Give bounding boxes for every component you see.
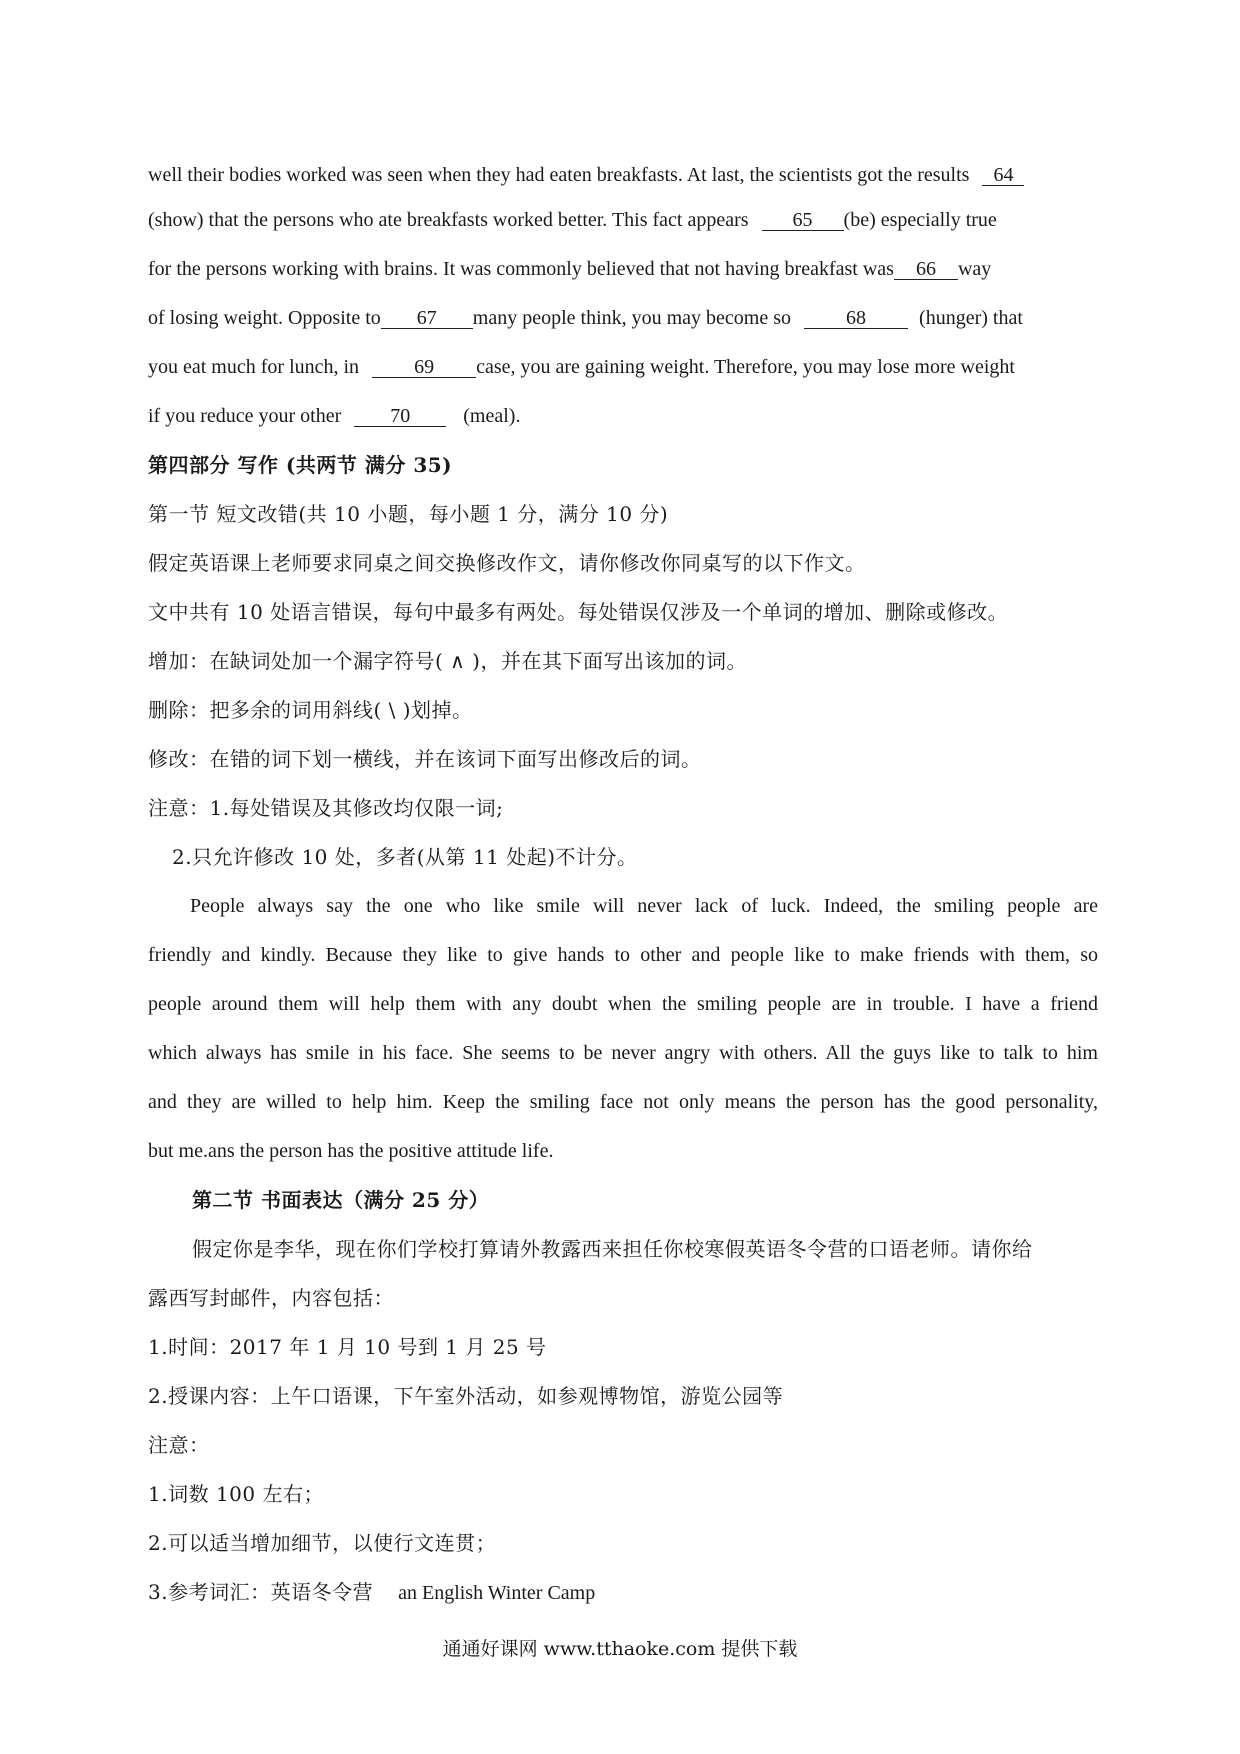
blank-67: 67 — [381, 308, 473, 329]
passage-text: of losing weight. Opposite to — [148, 307, 381, 329]
passage-text: (hunger) that — [919, 307, 1023, 329]
blank-65: 65 — [762, 210, 844, 231]
instruction-1: 假定英语课上老师要求同桌之间交换修改作文，请你修改你同桌写的以下作文。 — [148, 551, 866, 575]
content-item-1: 1.时间：2017 年 1 月 10 号到 1 月 25 号 — [148, 1335, 547, 1359]
requirement-3-en: an English Winter Camp — [398, 1582, 596, 1604]
passage-text: many people think, you may become so — [472, 307, 792, 329]
passage-line-3 — [148, 257, 1098, 281]
note-2: 2.只允许修改 10 处，多者(从第 11 处起)不计分。 — [172, 845, 638, 869]
requirement-3 — [148, 1580, 1098, 1605]
passage-text: (show) that the persons who ate breakfasts worked better. This fact appears — [148, 209, 749, 231]
blank-69: 69 — [372, 357, 476, 378]
passage-line-6 — [148, 404, 1098, 428]
section2-heading: 第二节 书面表达（满分 25 分） — [192, 1188, 490, 1212]
passage-text: you eat much for lunch, in — [148, 356, 360, 378]
blank-64: 64 — [982, 165, 1024, 186]
essay-line-3: people around them will help them with any doubt when the smiling people are in trouble. I have a friend — [148, 993, 1098, 1015]
essay-line-5: and they are willed to help him. Keep the smiling face not only means the person has the good personality, — [148, 1091, 1098, 1113]
note-1: 注意：1.每处错误及其修改均仅限一词; — [148, 796, 504, 820]
passage-text: well their bodies worked was seen when they had eaten breakfasts. At last, the scientists got the results — [148, 164, 970, 186]
section1-heading: 第一节 短文改错(共 10 小题，每小题 1 分，满分 10 分) — [148, 502, 669, 526]
instruction-add: 增加：在缺词处加一个漏字符号( ∧ )，并在其下面写出该加的词。 — [148, 649, 747, 673]
passage-line-1 — [148, 163, 1098, 187]
footer-source: 通通好课网 www.tthaoke.com 提供下载 — [442, 1638, 798, 1660]
blank-66: 66 — [894, 259, 958, 280]
instruction-2: 文中共有 10 处语言错误，每句中最多有两处。每处错误仅涉及一个单词的增加、删除或修改。 — [148, 600, 1009, 624]
essay-line-4: which always has smile in his face. She seems to be never angry with others. All the guys like to talk to him — [148, 1042, 1098, 1064]
passage-text: if you reduce your other — [148, 405, 342, 427]
passage-text: (be) especially true — [843, 209, 997, 231]
requirement-1: 1.词数 100 左右； — [148, 1482, 324, 1506]
essay-line-6: but me.ans the person has the positive attitude life. — [148, 1140, 554, 1162]
task-line-2: 露西写封邮件，内容包括： — [148, 1286, 394, 1310]
passage-text: for the persons working with brains. It was commonly believed that not having breakfast was — [148, 258, 894, 280]
part4-heading: 第四部分 写作 (共两节 满分 35) — [148, 453, 453, 477]
passage-text: (meal). — [463, 405, 521, 427]
blank-68: 68 — [804, 308, 908, 329]
blank-70: 70 — [354, 406, 446, 427]
passage-text: case, you are gaining weight. Therefore, you may lose more weight — [476, 356, 1015, 378]
requirement-2: 2.可以适当增加细节，以使行文连贯； — [148, 1531, 497, 1555]
essay-line-2: friendly and kindly. Because they like to give hands to other and people like to make friends with them, so — [148, 944, 1098, 966]
passage-line-4 — [148, 306, 1098, 330]
passage-text: way — [957, 258, 992, 280]
passage-line-5 — [148, 355, 1098, 379]
passage-line-2 — [148, 208, 1098, 232]
content-item-2: 2.授课内容：上午口语课，下午室外活动，如参观博物馆，游览公园等 — [148, 1384, 784, 1408]
instruction-modify: 修改：在错的词下划一横线，并在该词下面写出修改后的词。 — [148, 747, 702, 771]
note-label: 注意： — [148, 1433, 210, 1457]
essay-line-1: People always say the one who like smile will never lack of luck. Indeed, the smiling people are — [190, 895, 1098, 917]
requirement-3-cn: 3.参考词汇：英语冬令营 — [148, 1580, 374, 1604]
task-line-1: 假定你是李华，现在你们学校打算请外教露西来担任你校寒假英语冬令营的口语老师。请你给 — [192, 1237, 1033, 1261]
instruction-delete: 删除：把多余的词用斜线( \ )划掉。 — [148, 698, 473, 722]
